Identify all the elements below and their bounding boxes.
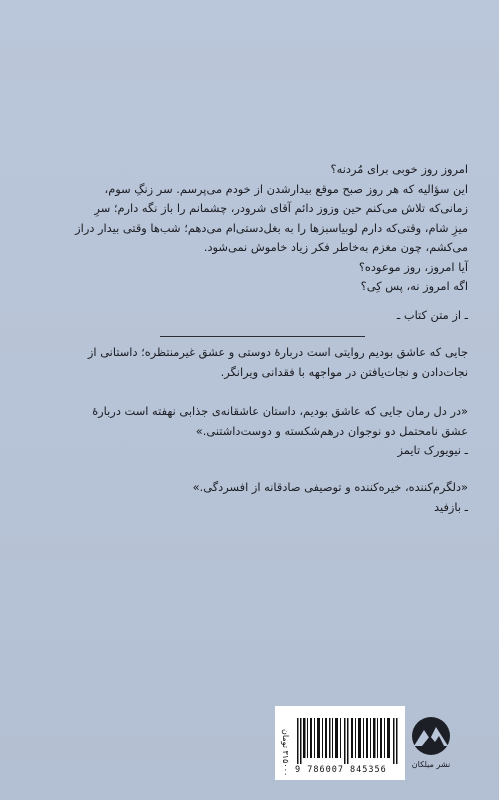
review-line: «دلگرم‌کننده، خیره‌کننده و توصیفی صادقانه از افسردگی.» [192, 480, 468, 494]
review-quote [58, 402, 468, 461]
excerpt-source [58, 306, 468, 326]
excerpt-line: آیا امروز، روز موعوده؟ [358, 259, 468, 274]
summary-line: نجات‌دادن و نجات‌یافتن در مواجهه با فقدانی ویرانگر. [220, 364, 468, 379]
review-attribution: ـ نیویورک تایمز [397, 443, 468, 457]
book-excerpt [58, 160, 468, 297]
isbn-barcode [275, 706, 405, 780]
summary-line: جایی که عاشق بودیم روایتی است دربارهٔ دوستی و عشق غیرمنتظره؛ داستانی از [87, 345, 468, 359]
publisher-logo [411, 716, 451, 776]
excerpt-line: این سؤالیه که هر روز صبح موقع بیدارشدن از خودم می‌پرسم. سر زنگِ سوم، [104, 181, 468, 196]
review-line: عشق نامحتمل دو نوجوان درهم‌شکسته و دوست‌داشتنی.» [195, 423, 468, 438]
review-line: «در دل رمان جایی که عاشق بودیم، داستان عاشقانه‌ی جذابی نهفته است دربارهٔ [92, 404, 468, 418]
excerpt-line: اگه امروز نه، پس کِی؟ [360, 279, 468, 293]
section-divider [160, 336, 365, 337]
excerpt-line: امروز روز خوبی برای مُردنه؟ [330, 162, 468, 176]
excerpt-line: زمانی‌که تلاش می‌کنم حین وزوز دائم آقای شرودر، چشمانم را باز نگه دارم؛ سرِ [94, 201, 468, 215]
book-summary [58, 343, 468, 382]
review-attribution: ـ بازفید [434, 499, 468, 514]
isbn-number: 9 786007 845356 [295, 765, 387, 775]
excerpt-line: میزِ شام، وقتی‌که دارم لوبیاسبزها را به بغل‌دستی‌ام می‌دهم؛ شب‌ها وقتی بیدار دراز [75, 220, 468, 235]
excerpt-line: می‌کشم، چون مغزم به‌خاطر فکر زیاد خاموش نمی‌شود. [203, 240, 468, 254]
excerpt-source-label: ـ از متن کتاب ـ [396, 308, 468, 322]
publisher-name: نشر میلکان [411, 760, 451, 769]
review-quote [58, 478, 468, 517]
publisher-emblem-icon [411, 716, 451, 758]
barcode-icon [297, 718, 399, 764]
price-label: ۳۱۵۰۰۰ تومان [281, 728, 290, 776]
